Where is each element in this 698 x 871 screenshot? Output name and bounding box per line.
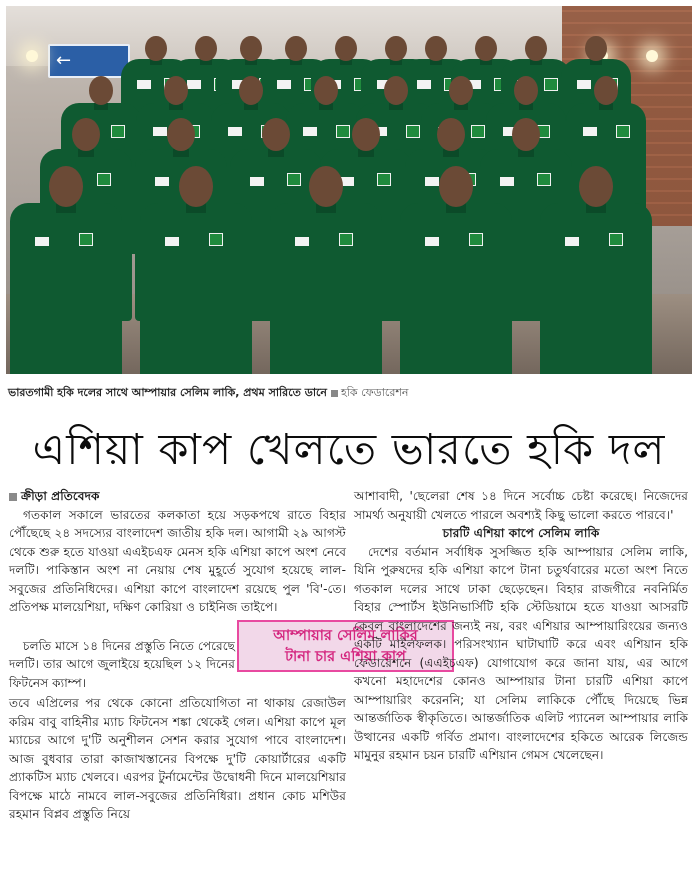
- arrow-left-icon: ←: [56, 50, 72, 71]
- pull-quote-line-1: আম্পায়ার সেলিম লাকির: [273, 628, 418, 644]
- left-paragraph-2: চলতি মাসে ১৪ দিনের প্রস্তুতি নিতে পেরেছে দলটি। তার আগে জুলাইয়ে হয়েছিল ১২ দিনের ফিটনেস ক্যাম্প।: [9, 638, 235, 690]
- right-column: [354, 487, 688, 765]
- subhead: চারটি এশিয়া কাপে সেলিম লাকি: [442, 526, 600, 540]
- credit-marker: [331, 390, 338, 397]
- ceiling-light: [26, 50, 38, 62]
- reporter-line: [9, 487, 346, 506]
- photo-credit: হকি ফেডারেশন: [341, 386, 409, 399]
- reporter-name: ক্রীড়া প্রতিবেদক: [21, 489, 100, 503]
- photo-caption: [8, 384, 698, 403]
- ceiling-light: [646, 50, 658, 62]
- right-paragraph-2: দেশের বর্তমান সর্বাধিক সুসজ্জিত হকি আম্পায়ার সেলিম লাকি, যিনি পুরুষদের হকি এশিয়া কাপে টানা চতুর্থবারের মতো অংশ নিতে গতকাল দলের সাথে ঢাকা ছেড়েছেন। বিহার রাজগীরে নবনির্মিত বিহার স্পোর্টস ইউনিভার্সিটি হকি স্টেডিয়ামে হতে যাওয়া আসরটি কেবল বাংলাদেশের জন্যই নয়, বরং এশিয়ার আম্পায়ারিংয়ের জন্যও একটি মাইলফলক। পরিসংখ্যান ঘাটাঘাটি করে এবং এশিয়ান হকি ফেডারেশনে (এএইচএফ) যোগাযোগ করে জানা যায়, এর আগে কখনো মহাদেশের কোনও আম্পায়ার টানা চারটি এশিয়া কাপে আম্পায়ারিং করেননি; যা সেলিম লাকিকে পৌঁছে দিয়েছে ভিন্ন আন্তর্জাতিক স্বীকৃতিতে। আন্তর্জাতিক এলিট প্যানেল আম্পায়ার লাকি উত্থানের একটি গর্বিত প্রমাণ। বাংলাদেশের হকিতে আরেক লিজেন্ড মামুনুর রহমান চয়ন চারটি এশিয়ান গেমস খেলেছেন।: [354, 544, 688, 762]
- left-paragraph-3: তবে এপ্রিলের পর থেকে কোনো প্রতিযোগিতা না থাকায় রেজাউল করিম বাবু বাহিনীর ম্যাচ ফিটনেস শঙ্কা থেকেই গেল। এশিয়া কাপে মূল ম্যাচের আগে দু'টি অনুশীলন সেশন করার সুযোগ পাবে বাংলাদেশ। আজ বুধবার তারা কাজাখস্তানের বিপক্ষে দু'টি কোয়ার্টারের একটি প্র্যাকটিস ম্যাচ খেলবে। এরপর টুর্নামেন্টের উদ্বোধনী দিনে মালয়েশিয়ার বিপক্ষে মাঠে নামবে লাল-সবুজের প্রতিনিধিরা। প্রধান কোচ মশিউর রহমান বিপ্লব প্রস্তুতি নিয়ে: [9, 696, 346, 821]
- caption-text: ভারতগামী হকি দলের সাথে আম্পায়ার সেলিম লাকি, প্রথম সারিতে ডানে: [8, 386, 327, 399]
- direction-sign: [48, 44, 130, 78]
- headline: এশিয়া কাপ খেলতে ভারতে হকি দল: [32, 425, 666, 475]
- pull-quote-line-2: টানা চার এশিয়া কাপ: [285, 649, 406, 665]
- right-paragraph-1: আশাবাদী, 'ছেলেরা শেষ ১৪ দিনে সর্বোচ্চ চেষ্টা করেছে। নিজেদের সামর্থ্য অনুযায়ী খেলতে পারলে অবশ্যই কিছু ভালো করতে পারবে।': [354, 489, 688, 522]
- left-paragraph-1: গতকাল সকালে ভারতের কলকাতা হয়ে সড়কপথে রাতে বিহার পৌঁছেছে ২৪ সদস্যের বাংলাদেশ জাতীয় হকি দল। আগামী ২৯ আগস্ট থেকে শুরু হতে যাওয়া এএইচএফ মেনস হকি এশিয়া কাপে অংশ নেবে দলটি। পাকিস্তান অংশ না নেয়ায় শেষ মুহূর্তে সুযোগ হয়েছে লাল-সবুজের প্রতিনিধিদের। এশিয়া কাপে বাংলাদেশ রয়েছে পুল 'বি'-তে। প্রতিপক্ষ মালয়েশিয়া, দক্ষিণ কোরিয়া ও চাইনিজ তাইপে।: [9, 507, 346, 614]
- team-photo: [6, 6, 692, 374]
- bullet-icon: [9, 493, 17, 501]
